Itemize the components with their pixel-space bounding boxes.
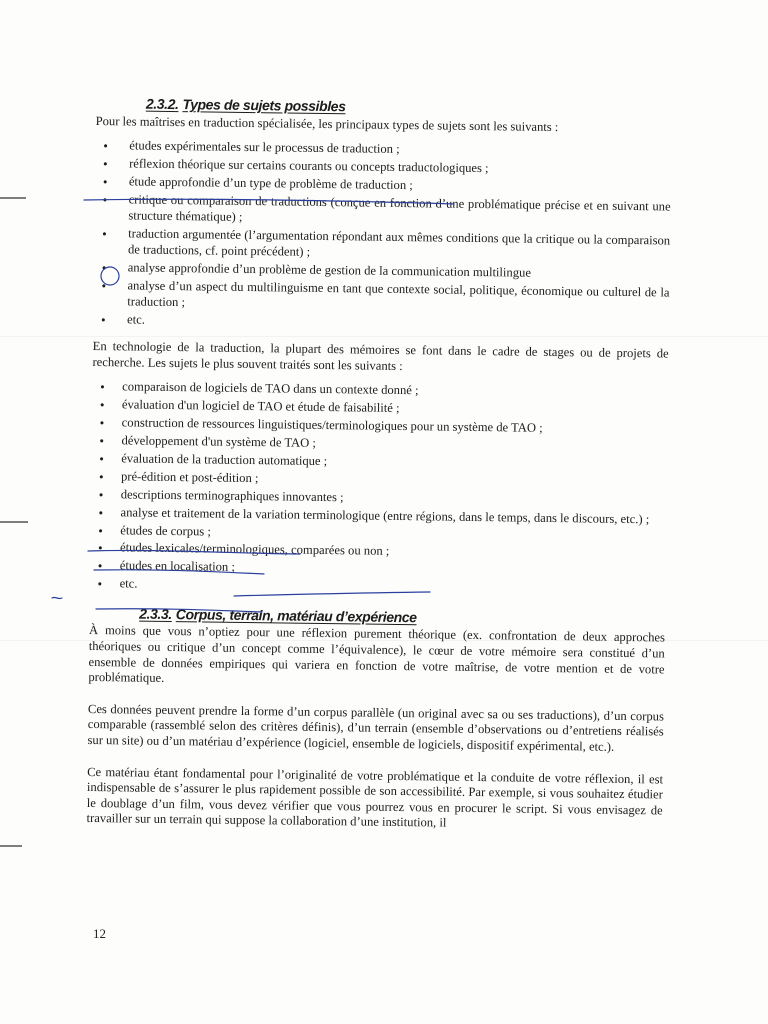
paragraph: Ces données peuvent prendre la forme d’un corpus parallèle (un original avec sa ou ses traductions), d’un corpus comparable (rassemblé selon des critères définis), d’un terrain (ensemble d’observations ou d’entretiens réalisés sur un site) ou d’un matériau d’expérience (logiciel, ensemble de logiciels, dispositif expérimental, etc.). [87, 701, 665, 754]
section-number: 2.3.2. [145, 95, 179, 113]
list-item: • études de corpus ; [90, 522, 666, 545]
list-item: • évaluation de la traduction automatique ; [91, 451, 667, 474]
tech-intro: En technologie de la traduction, la plupart des mémoires se font dans le cadre de stages ou de projets de recherche. Les sujets le plus souvent traités sont les suivants : [92, 339, 669, 373]
pen-mark [52, 597, 62, 598]
section-title: Types de sujets possibles [182, 96, 346, 115]
page-content [86, 96, 672, 834]
margin-marks [0, 198, 28, 846]
list-item: • comparaison de logiciels de TAO dans un contexte donné ; [92, 379, 668, 402]
list-item: • etc. [90, 576, 666, 599]
list-item: • analyse et traitement de la variation terminologique (entre régions, dans le temps, dans le discours, etc.) ; [90, 505, 666, 528]
list-item: • réflexion théorique sur certains courants ou concepts traductologiques ; [95, 156, 671, 179]
page-number: 12 [93, 926, 106, 941]
paragraph: Ce matériau étant fondamental pour l’originalité de votre problématique et la conduite de votre réflexion, il est indispensable de s’assurer le plus rapidement possible de son accessibilité. Par exemple, si vous souhaitez étudier le doublage d’un film, vous devez vérifier que vous pourrez vous en procurer le script. Si vous envisagez de travailler sur un terrain qui suppose la collaboration d’une institution, il [86, 764, 664, 830]
section-intro: Pour les maîtrises en traduction spécialisée, les principaux types de sujets sont les suivants : [95, 113, 559, 134]
paragraph: À moins que vous n’optiez pour une réflexion purement théorique (ex. confrontation de deux approches théoriques ou critique d’un concept comme l’équivalence), le cœur de votre mémoire sera constitué d’un ensemble de données empiriques qui variera en fonction de votre maîtrise, de votre mention et de votre problématique. [88, 623, 666, 686]
list-item: • critique ou comparaison de traductions (conçue en fonction d’une problématique précise et en suivant une structure thématique) ; [94, 192, 670, 231]
list-item: • pré-édition et post-édition ; [91, 469, 667, 492]
list-item: • analyse d’un aspect du multilinguisme en tant que contexte social, politique, économique ou culturel de la traduction ; [93, 278, 669, 317]
list-item: • analyse approfondie d’un problème de gestion de la communication multilingue [94, 260, 670, 283]
list-item: • évaluation d'un logiciel de TAO et étude de faisabilité ; [92, 397, 668, 420]
list-item: • etc. [93, 312, 669, 335]
tech-subjects-list [90, 379, 669, 599]
section-title: Corpus, terrain, matériau d’expérience [175, 605, 417, 626]
list-item: • étude approfondie d’un type de problème de traduction ; [95, 174, 671, 197]
list-item: • construction de ressources linguistiques/terminologiques pour un système de TAO ; [92, 415, 668, 438]
list-item: • études expérimentales sur le processus de traduction ; [95, 138, 671, 161]
list-item: • études lexicales/terminologiques, comparées ou non ; [90, 540, 666, 563]
list-item: • traduction argumentée (l’argumentation répondant aux mêmes conditions que la critique ou la comparaison de traductions, cf. point précédent) ; [94, 226, 670, 265]
list-item: • descriptions terminographiques innovantes ; [91, 487, 667, 510]
section-number: 2.3.3. [139, 605, 172, 622]
subject-types-list [93, 138, 671, 335]
list-item: • développement d'un système de TAO ; [91, 433, 667, 456]
list-item: • études en localisation ; [90, 558, 666, 581]
